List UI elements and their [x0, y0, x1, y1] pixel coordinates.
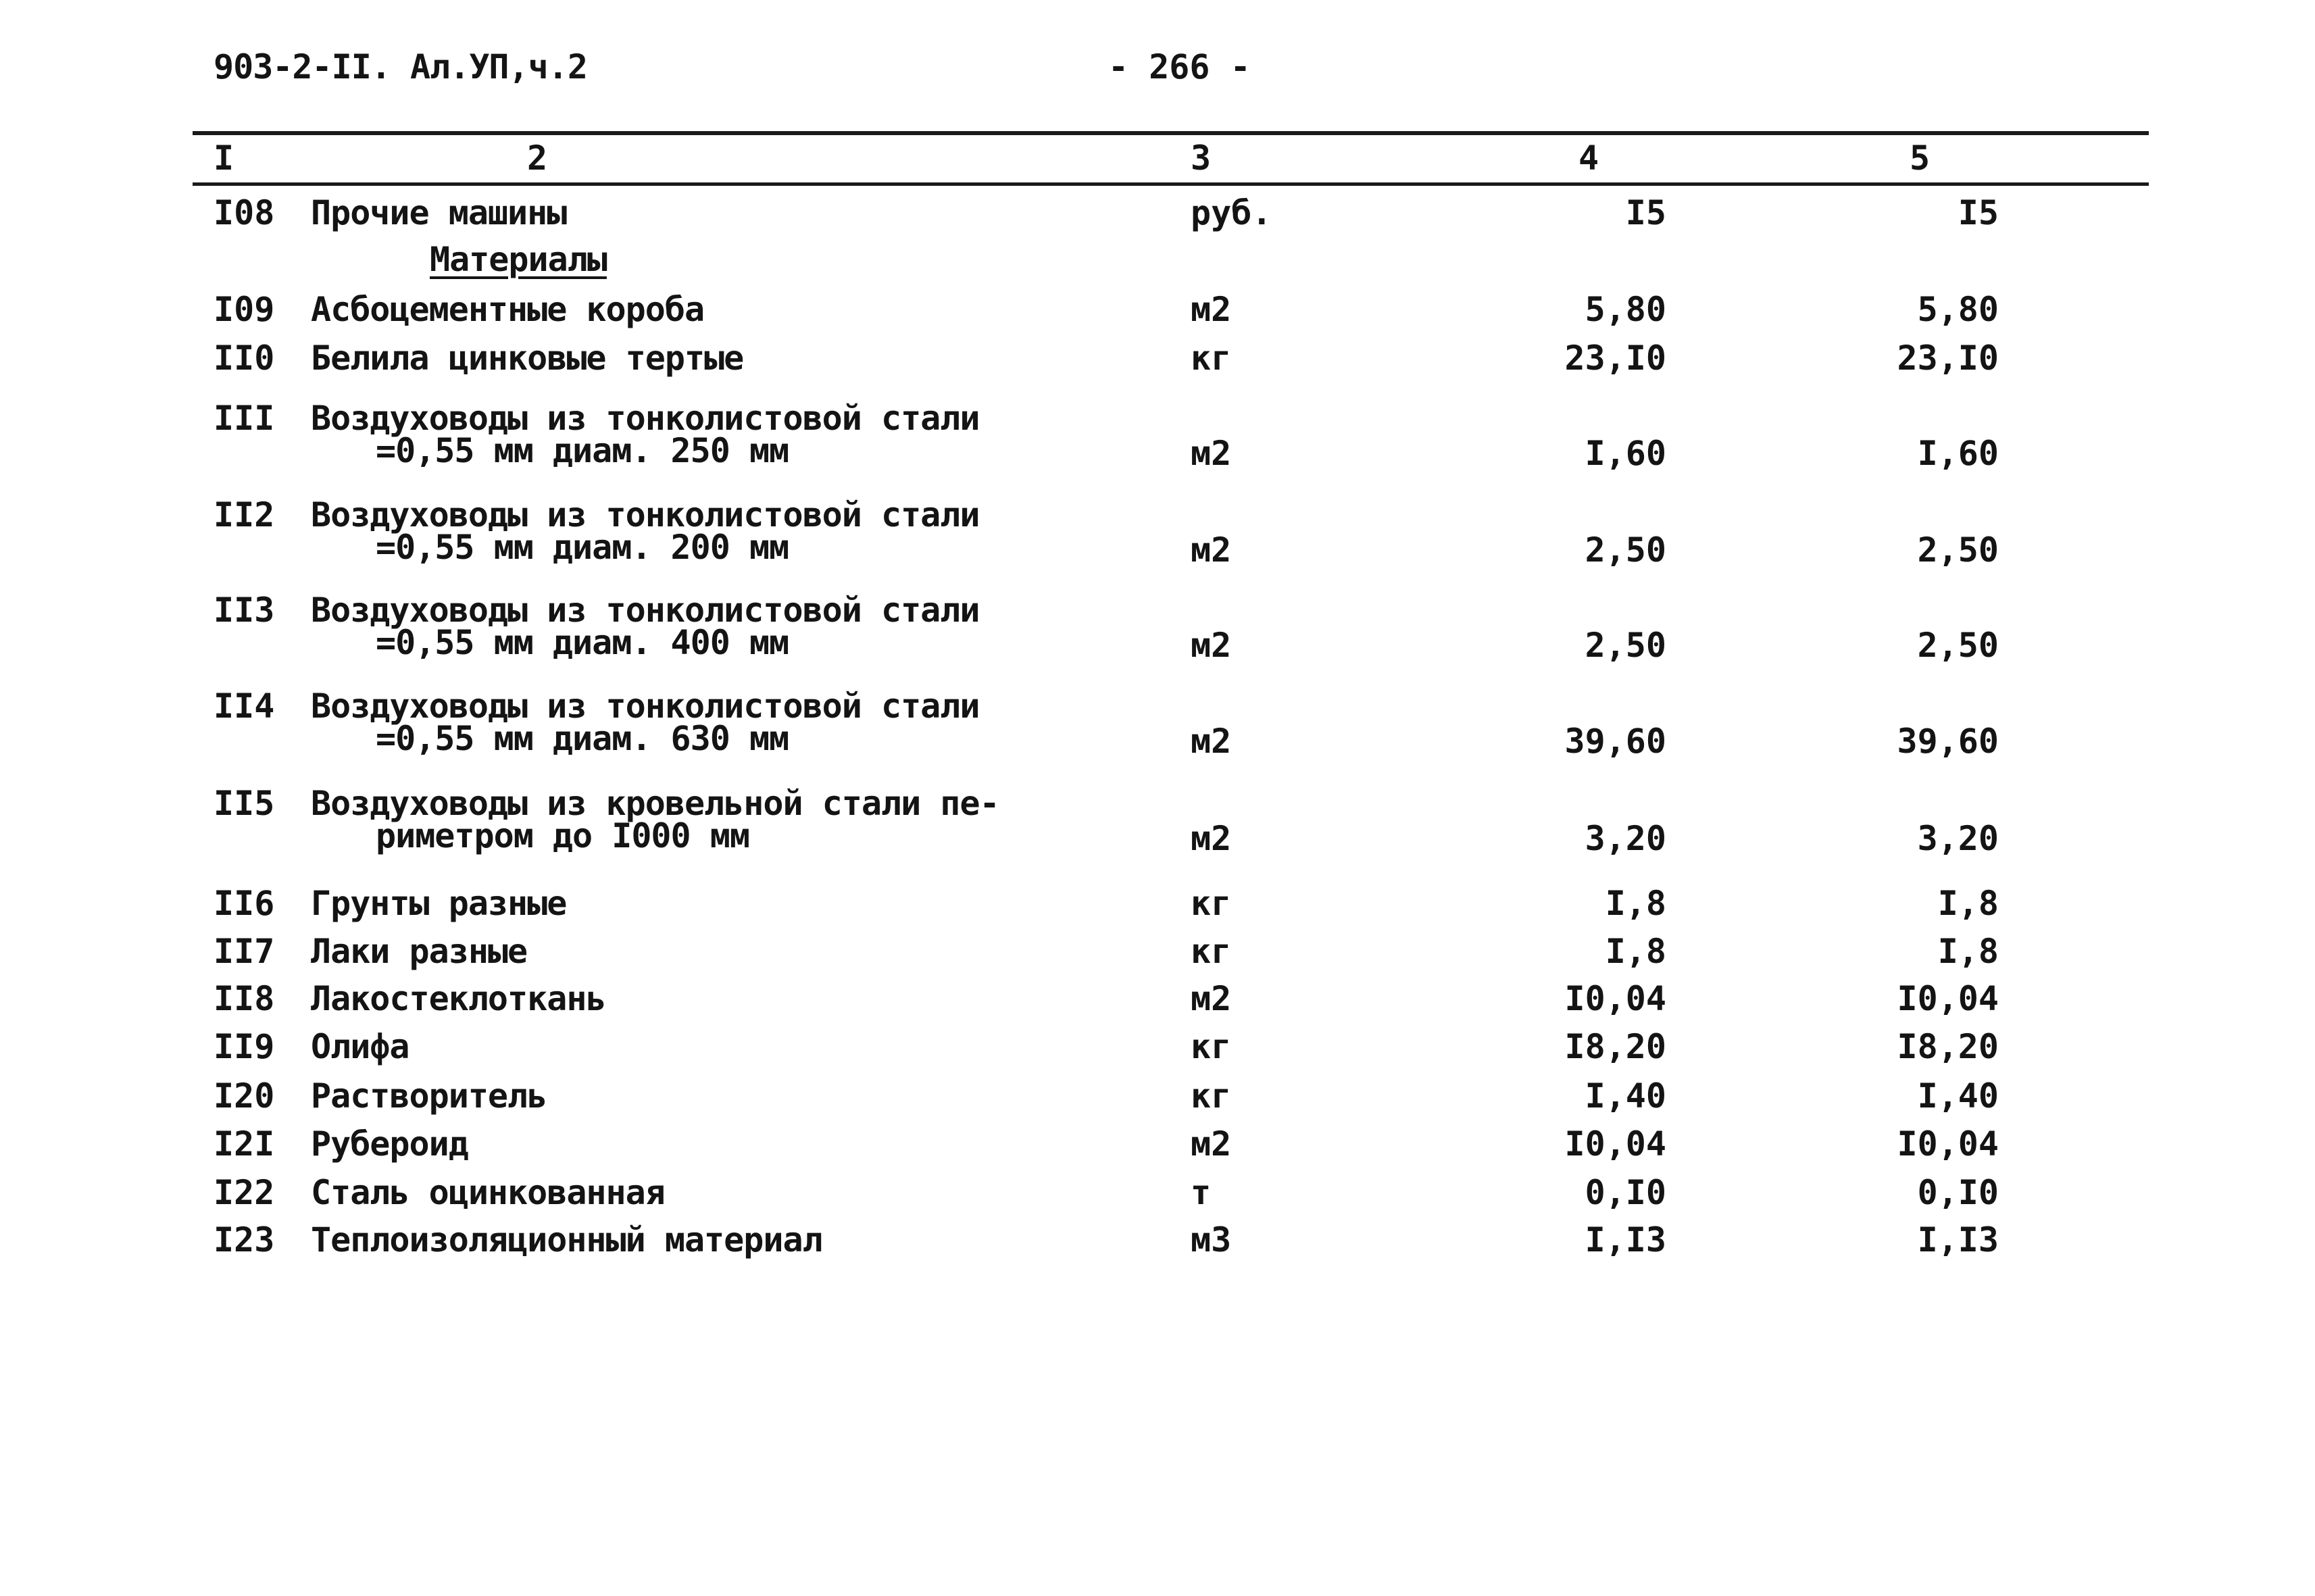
row-value-col4: 5,80 [1585, 290, 1666, 329]
row-unit: кг [1191, 339, 1232, 378]
row-number: I20 [214, 1076, 275, 1116]
row-value-col4: 23,I0 [1564, 339, 1666, 378]
row-value-col5: 5,80 [1917, 290, 1999, 329]
row-name [311, 1124, 468, 1164]
row-value-col5: I8,20 [1897, 1027, 1999, 1066]
row-value-col4: 0,I0 [1585, 1173, 1666, 1212]
row-number: I08 [214, 193, 275, 232]
row-number: II9 [214, 1027, 275, 1066]
row-value-col4: I5 [1625, 193, 1666, 232]
row-number: II6 [214, 884, 275, 923]
row-number: II3 [214, 591, 275, 630]
row-unit: м2 [1191, 979, 1232, 1018]
row-number: II4 [214, 687, 275, 726]
row-value-col5: 0,I0 [1917, 1173, 1999, 1212]
row-value-col4: I,40 [1585, 1076, 1666, 1116]
row-value-col4: I,I3 [1585, 1220, 1666, 1260]
row-name [311, 1173, 665, 1212]
row-value-col5: I,8 [1937, 932, 1999, 971]
row-name-continuation: =0,55 мм диам. 630 мм [376, 719, 789, 758]
row-unit: м2 [1191, 626, 1232, 665]
row-name-continuation: =0,55 мм диам. 250 мм [376, 431, 789, 470]
row-value-col4: I,8 [1605, 932, 1666, 971]
column-header-3: 3 [1191, 139, 1212, 178]
row-unit: м2 [1191, 819, 1232, 858]
row-name-line: Грунты разные [311, 884, 567, 923]
row-value-col4: I,8 [1605, 884, 1666, 923]
row-name [311, 495, 980, 567]
row-name [311, 884, 567, 923]
row-value-col4: I0,04 [1564, 1124, 1666, 1164]
row-value-col5: I,40 [1917, 1076, 1999, 1116]
row-name-line: Сталь оцинкованная [311, 1173, 665, 1212]
row-name-continuation: риметром до I000 мм [376, 816, 749, 855]
row-value-col5: I0,04 [1897, 979, 1999, 1018]
row-value-col5: 39,60 [1897, 722, 1999, 761]
row-unit: кг [1191, 1076, 1232, 1116]
row-name-line: Лаки разные [311, 932, 528, 971]
row-name [311, 290, 705, 329]
row-value-col5: I0,04 [1897, 1124, 1999, 1164]
row-value-col5: I,60 [1917, 434, 1999, 473]
row-number: II7 [214, 932, 275, 971]
row-name-line: Белила цинковые тертые [311, 339, 744, 378]
row-name-line: Теплоизоляционный материал [311, 1220, 822, 1260]
row-unit: кг [1191, 884, 1232, 923]
row-name-line: Рубероид [311, 1124, 468, 1164]
row-value-col4: 2,50 [1585, 626, 1666, 665]
row-value-col4: 39,60 [1564, 722, 1666, 761]
row-name-line: Олифа [311, 1027, 409, 1066]
column-header-2: 2 [527, 139, 548, 178]
row-number: II8 [214, 979, 275, 1018]
row-name-line: Воздуховоды из тонколистовой стали [311, 495, 980, 534]
row-name [311, 339, 744, 378]
row-name-line: Воздуховоды из кровельной стали пе- [311, 784, 999, 823]
row-name [311, 1220, 822, 1260]
row-name-line: Прочие машины [311, 193, 567, 232]
row-name-line: Воздуховоды из тонколистовой стали [311, 591, 980, 630]
row-unit: м2 [1191, 722, 1232, 761]
row-value-col5: 2,50 [1917, 626, 1999, 665]
row-number: II5 [214, 784, 275, 823]
section-title: Материалы [430, 240, 607, 279]
row-name-line: Лакостеклоткань [311, 979, 606, 1018]
row-value-col4: I,60 [1585, 434, 1666, 473]
row-unit: м2 [1191, 290, 1232, 329]
row-name [311, 687, 980, 758]
row-value-col4: I0,04 [1564, 979, 1666, 1018]
row-unit: м2 [1191, 434, 1232, 473]
row-name-line: Воздуховоды из тонколистовой стали [311, 399, 980, 438]
row-value-col5: I,I3 [1917, 1220, 1999, 1260]
row-name [311, 1027, 409, 1066]
row-unit: м3 [1191, 1220, 1232, 1260]
row-name [311, 784, 999, 855]
row-value-col5: I5 [1958, 193, 1999, 232]
row-unit: м2 [1191, 530, 1232, 570]
row-name-line: Растворитель [311, 1076, 547, 1116]
row-name [311, 932, 528, 971]
row-value-col4: 2,50 [1585, 530, 1666, 570]
row-name-continuation: =0,55 мм диам. 400 мм [376, 623, 789, 662]
column-header-5: 5 [1910, 139, 1931, 178]
row-unit: м2 [1191, 1124, 1232, 1164]
row-number: I22 [214, 1173, 275, 1212]
row-name [311, 1076, 547, 1116]
row-name [311, 401, 980, 468]
row-number: I2I [214, 1124, 275, 1164]
row-unit: руб. [1191, 193, 1272, 232]
row-number: III [214, 399, 275, 438]
row-unit: кг [1191, 932, 1232, 971]
row-unit: т [1191, 1173, 1212, 1212]
row-name-continuation: =0,55 мм диам. 200 мм [376, 528, 789, 567]
row-number: I09 [214, 290, 275, 329]
row-name [311, 591, 980, 662]
row-value-col5: 23,I0 [1897, 339, 1999, 378]
row-value-col5: 3,20 [1917, 819, 1999, 858]
row-name [311, 979, 606, 1018]
row-number: II0 [214, 339, 275, 378]
row-name-line: Асбоцементные короба [311, 290, 705, 329]
document-code: 903-2-II. Ал.УП,ч.2 [214, 47, 587, 86]
row-value-col4: I8,20 [1564, 1027, 1666, 1066]
row-name-line: Воздуховоды из тонколистовой стали [311, 687, 980, 726]
row-value-col5: 2,50 [1917, 530, 1999, 570]
row-name [311, 193, 567, 232]
column-header-1: I [214, 139, 234, 178]
row-value-col4: 3,20 [1585, 819, 1666, 858]
row-unit: кг [1191, 1027, 1232, 1066]
page-number: - 266 - [1108, 47, 1251, 86]
row-number: II2 [214, 495, 275, 534]
row-number: I23 [214, 1220, 275, 1260]
row-value-col5: I,8 [1937, 884, 1999, 923]
column-header-4: 4 [1578, 139, 1599, 178]
